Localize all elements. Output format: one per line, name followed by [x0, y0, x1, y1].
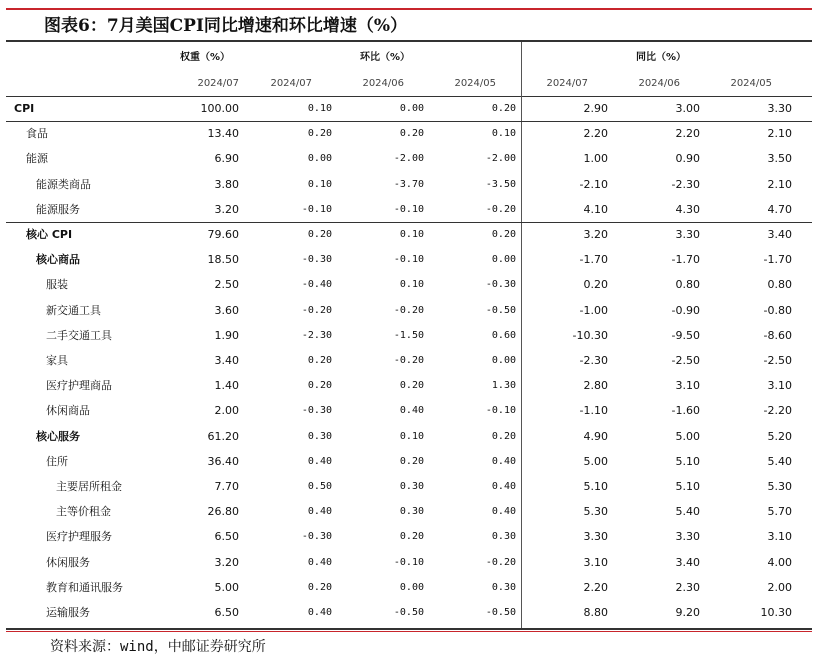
mom-value: 0.20 — [399, 128, 424, 139]
yoy-value: -8.60 — [763, 329, 792, 342]
yoy-value: 4.70 — [767, 203, 792, 216]
yoy-value: 0.20 — [583, 278, 608, 291]
mom-value: 0.30 — [491, 531, 516, 542]
yoy-value: -1.10 — [579, 404, 608, 417]
yoy-value: 3.10 — [767, 379, 792, 392]
row-label: 能源类商品 — [36, 178, 91, 191]
yoy-value: 2.00 — [767, 581, 792, 594]
mom-value: 0.20 — [399, 380, 424, 391]
figure-title: 图表6：7月美国CPI同比增速和环比增速（%） — [44, 16, 408, 36]
mom-value: 0.00 — [399, 103, 424, 114]
weight-value: 100.00 — [200, 102, 239, 115]
yoy-value: 2.80 — [583, 379, 608, 392]
mom-value: -3.50 — [485, 179, 516, 190]
yoy-value: 0.90 — [675, 152, 700, 165]
mom-value: 0.40 — [307, 557, 332, 568]
yoy-value: 3.40 — [767, 228, 792, 241]
yoy-value: 3.10 — [767, 530, 792, 543]
weight-value: 3.60 — [214, 304, 239, 317]
yoy-value: 5.40 — [767, 455, 792, 468]
mom-value: -0.30 — [485, 279, 516, 290]
yoy-value: 5.70 — [767, 505, 792, 518]
mom-header: 环比（%） — [360, 52, 411, 63]
mom-value: -0.30 — [301, 531, 332, 542]
yoy-value: -10.30 — [572, 329, 608, 342]
row-label: 核心商品 — [36, 253, 80, 266]
yoy-value: 3.10 — [583, 556, 608, 569]
row-label: 主要居所租金 — [56, 480, 122, 493]
yoy-value: -9.50 — [671, 329, 700, 342]
yoy-value: 10.30 — [760, 606, 792, 619]
yoy-value: -1.60 — [671, 404, 700, 417]
yoy-value: 2.10 — [767, 178, 792, 191]
yoy-value: -2.30 — [579, 354, 608, 367]
mom-value: -0.10 — [393, 204, 424, 215]
header-rule — [6, 96, 812, 97]
row-label: 二手交通工具 — [46, 329, 112, 342]
row-label: 能源服务 — [36, 203, 80, 216]
yoy-value: 2.20 — [583, 581, 608, 594]
weight-value: 7.70 — [214, 480, 239, 493]
yoy-value: 5.10 — [583, 480, 608, 493]
row-label: 休闲商品 — [46, 404, 90, 417]
yoy-value: 3.30 — [583, 530, 608, 543]
mom-value: 0.20 — [307, 229, 332, 240]
row-label: 医疗护理服务 — [46, 530, 112, 543]
mom-value: 0.20 — [307, 582, 332, 593]
weight-value: 13.40 — [207, 127, 239, 140]
section-rule — [6, 222, 812, 223]
yoy-value: 4.00 — [767, 556, 792, 569]
mom-value: -0.20 — [393, 355, 424, 366]
mom-value: 0.40 — [307, 456, 332, 467]
mom-value: -0.30 — [301, 254, 332, 265]
mom-value: 0.40 — [491, 481, 516, 492]
weight-value: 61.20 — [207, 430, 239, 443]
mom-value: 0.10 — [399, 431, 424, 442]
mom-value: 0.20 — [491, 229, 516, 240]
mom-value: 0.10 — [307, 179, 332, 190]
yoy-value: 3.30 — [675, 228, 700, 241]
mom-value: -0.50 — [393, 607, 424, 618]
yoy-value: 5.30 — [767, 480, 792, 493]
mom-value: 0.40 — [307, 607, 332, 618]
weight-value: 26.80 — [207, 505, 239, 518]
yoy-value: 4.10 — [583, 203, 608, 216]
mom-date-3: 2024/05 — [454, 78, 496, 89]
table-bottom-rule — [6, 628, 812, 630]
row-label: 休闲服务 — [46, 556, 90, 569]
weight-date: 2024/07 — [197, 78, 239, 89]
yoy-value: 3.10 — [675, 379, 700, 392]
mom-value: 0.10 — [491, 128, 516, 139]
section-rule — [6, 121, 812, 122]
mom-value: 0.20 — [399, 456, 424, 467]
yoy-value: -1.70 — [579, 253, 608, 266]
yoy-value: 1.00 — [583, 152, 608, 165]
yoy-value: 5.40 — [675, 505, 700, 518]
weight-value: 3.40 — [214, 354, 239, 367]
yoy-value: 3.40 — [675, 556, 700, 569]
mom-value: -0.20 — [485, 204, 516, 215]
yoy-value: 3.30 — [675, 530, 700, 543]
mom-value: 0.20 — [491, 103, 516, 114]
mom-value: -3.70 — [393, 179, 424, 190]
yoy-value: -2.30 — [671, 178, 700, 191]
mom-value: -0.20 — [485, 557, 516, 568]
mom-value: 0.00 — [491, 254, 516, 265]
yoy-value: 5.30 — [583, 505, 608, 518]
mom-value: -0.10 — [393, 254, 424, 265]
mom-value: -2.00 — [485, 153, 516, 164]
yoy-value: -2.20 — [763, 404, 792, 417]
mom-value: -1.50 — [393, 330, 424, 341]
weight-value: 6.90 — [214, 152, 239, 165]
yoy-value: 2.10 — [767, 127, 792, 140]
mom-value: -0.10 — [393, 557, 424, 568]
yoy-value: 0.80 — [675, 278, 700, 291]
row-label: 教育和通讯服务 — [46, 581, 123, 594]
yoy-date-1: 2024/07 — [546, 78, 588, 89]
weight-value: 6.50 — [214, 606, 239, 619]
mom-value: 1.30 — [491, 380, 516, 391]
row-label: 住所 — [46, 455, 68, 468]
yoy-value: 9.20 — [675, 606, 700, 619]
yoy-value: 5.00 — [675, 430, 700, 443]
row-label: 服装 — [46, 278, 68, 291]
yoy-value: 8.80 — [583, 606, 608, 619]
row-label: 核心服务 — [36, 430, 80, 443]
yoy-value: 3.00 — [675, 102, 700, 115]
weight-value: 5.00 — [214, 581, 239, 594]
yoy-value: 5.00 — [583, 455, 608, 468]
row-label: CPI — [14, 102, 35, 115]
mom-yoy-divider — [521, 42, 522, 628]
yoy-value: -1.70 — [671, 253, 700, 266]
weight-header: 权重（%） — [180, 52, 231, 63]
yoy-value: 0.80 — [767, 278, 792, 291]
mom-value: 0.00 — [399, 582, 424, 593]
weight-value: 1.90 — [214, 329, 239, 342]
mom-value: 0.00 — [307, 153, 332, 164]
weight-value: 2.00 — [214, 404, 239, 417]
row-label: 家具 — [46, 354, 68, 367]
mom-value: 0.50 — [307, 481, 332, 492]
mom-value: 0.40 — [399, 405, 424, 416]
weight-value: 3.20 — [214, 556, 239, 569]
table-top-rule — [6, 40, 812, 42]
yoy-value: 2.20 — [583, 127, 608, 140]
row-label: 主等价租金 — [56, 505, 111, 518]
weight-value: 18.50 — [207, 253, 239, 266]
yoy-value: -0.80 — [763, 304, 792, 317]
row-label: 医疗护理商品 — [46, 379, 112, 392]
weight-value: 3.80 — [214, 178, 239, 191]
yoy-value: 2.20 — [675, 127, 700, 140]
mom-date-2: 2024/06 — [362, 78, 404, 89]
yoy-value: 3.50 — [767, 152, 792, 165]
mom-value: 0.60 — [491, 330, 516, 341]
yoy-value: -2.10 — [579, 178, 608, 191]
mom-value: -0.40 — [301, 279, 332, 290]
mom-value: 0.40 — [307, 506, 332, 517]
mom-value: 0.10 — [399, 229, 424, 240]
yoy-value: 4.30 — [675, 203, 700, 216]
mom-value: -0.50 — [485, 305, 516, 316]
mom-value: -0.10 — [485, 405, 516, 416]
mom-value: 0.20 — [307, 380, 332, 391]
bottom-red-rule — [6, 631, 812, 632]
yoy-value: 2.90 — [583, 102, 608, 115]
yoy-date-3: 2024/05 — [730, 78, 772, 89]
mom-value: 0.30 — [491, 582, 516, 593]
top-red-rule — [6, 8, 812, 10]
weight-value: 36.40 — [207, 455, 239, 468]
yoy-header: 同比（%） — [636, 52, 687, 63]
mom-value: -2.30 — [301, 330, 332, 341]
mom-value: -0.50 — [485, 607, 516, 618]
mom-value: 0.10 — [307, 103, 332, 114]
mom-value: -0.20 — [301, 305, 332, 316]
yoy-value: 5.20 — [767, 430, 792, 443]
yoy-value: 3.30 — [767, 102, 792, 115]
mom-value: -0.20 — [393, 305, 424, 316]
yoy-value: -2.50 — [671, 354, 700, 367]
weight-value: 1.40 — [214, 379, 239, 392]
mom-value: 0.20 — [491, 431, 516, 442]
mom-value: 0.30 — [399, 481, 424, 492]
yoy-date-2: 2024/06 — [638, 78, 680, 89]
yoy-value: -1.70 — [763, 253, 792, 266]
row-label: 食品 — [26, 127, 48, 140]
yoy-value: 2.30 — [675, 581, 700, 594]
row-label: 运输服务 — [46, 606, 90, 619]
weight-value: 2.50 — [214, 278, 239, 291]
row-label: 能源 — [26, 152, 48, 165]
yoy-value: 5.10 — [675, 480, 700, 493]
yoy-value: 4.90 — [583, 430, 608, 443]
mom-value: 0.40 — [491, 506, 516, 517]
yoy-value: -2.50 — [763, 354, 792, 367]
mom-value: -0.10 — [301, 204, 332, 215]
row-label: 新交通工具 — [46, 304, 101, 317]
mom-value: 0.20 — [399, 531, 424, 542]
yoy-value: 3.20 — [583, 228, 608, 241]
mom-date-1: 2024/07 — [270, 78, 312, 89]
yoy-value: -1.00 — [579, 304, 608, 317]
weight-value: 79.60 — [207, 228, 239, 241]
source-note: 资料来源：wind，中邮证券研究所 — [50, 639, 266, 655]
mom-value: 0.10 — [399, 279, 424, 290]
weight-value: 6.50 — [214, 530, 239, 543]
yoy-value: 5.10 — [675, 455, 700, 468]
mom-value: 0.40 — [491, 456, 516, 467]
mom-value: 0.30 — [399, 506, 424, 517]
mom-value: 0.20 — [307, 128, 332, 139]
mom-value: 0.20 — [307, 355, 332, 366]
row-label: 核心 CPI — [26, 228, 73, 241]
yoy-value: -0.90 — [671, 304, 700, 317]
mom-value: -0.30 — [301, 405, 332, 416]
mom-value: 0.00 — [491, 355, 516, 366]
weight-value: 3.20 — [214, 203, 239, 216]
mom-value: -2.00 — [393, 153, 424, 164]
mom-value: 0.30 — [307, 431, 332, 442]
